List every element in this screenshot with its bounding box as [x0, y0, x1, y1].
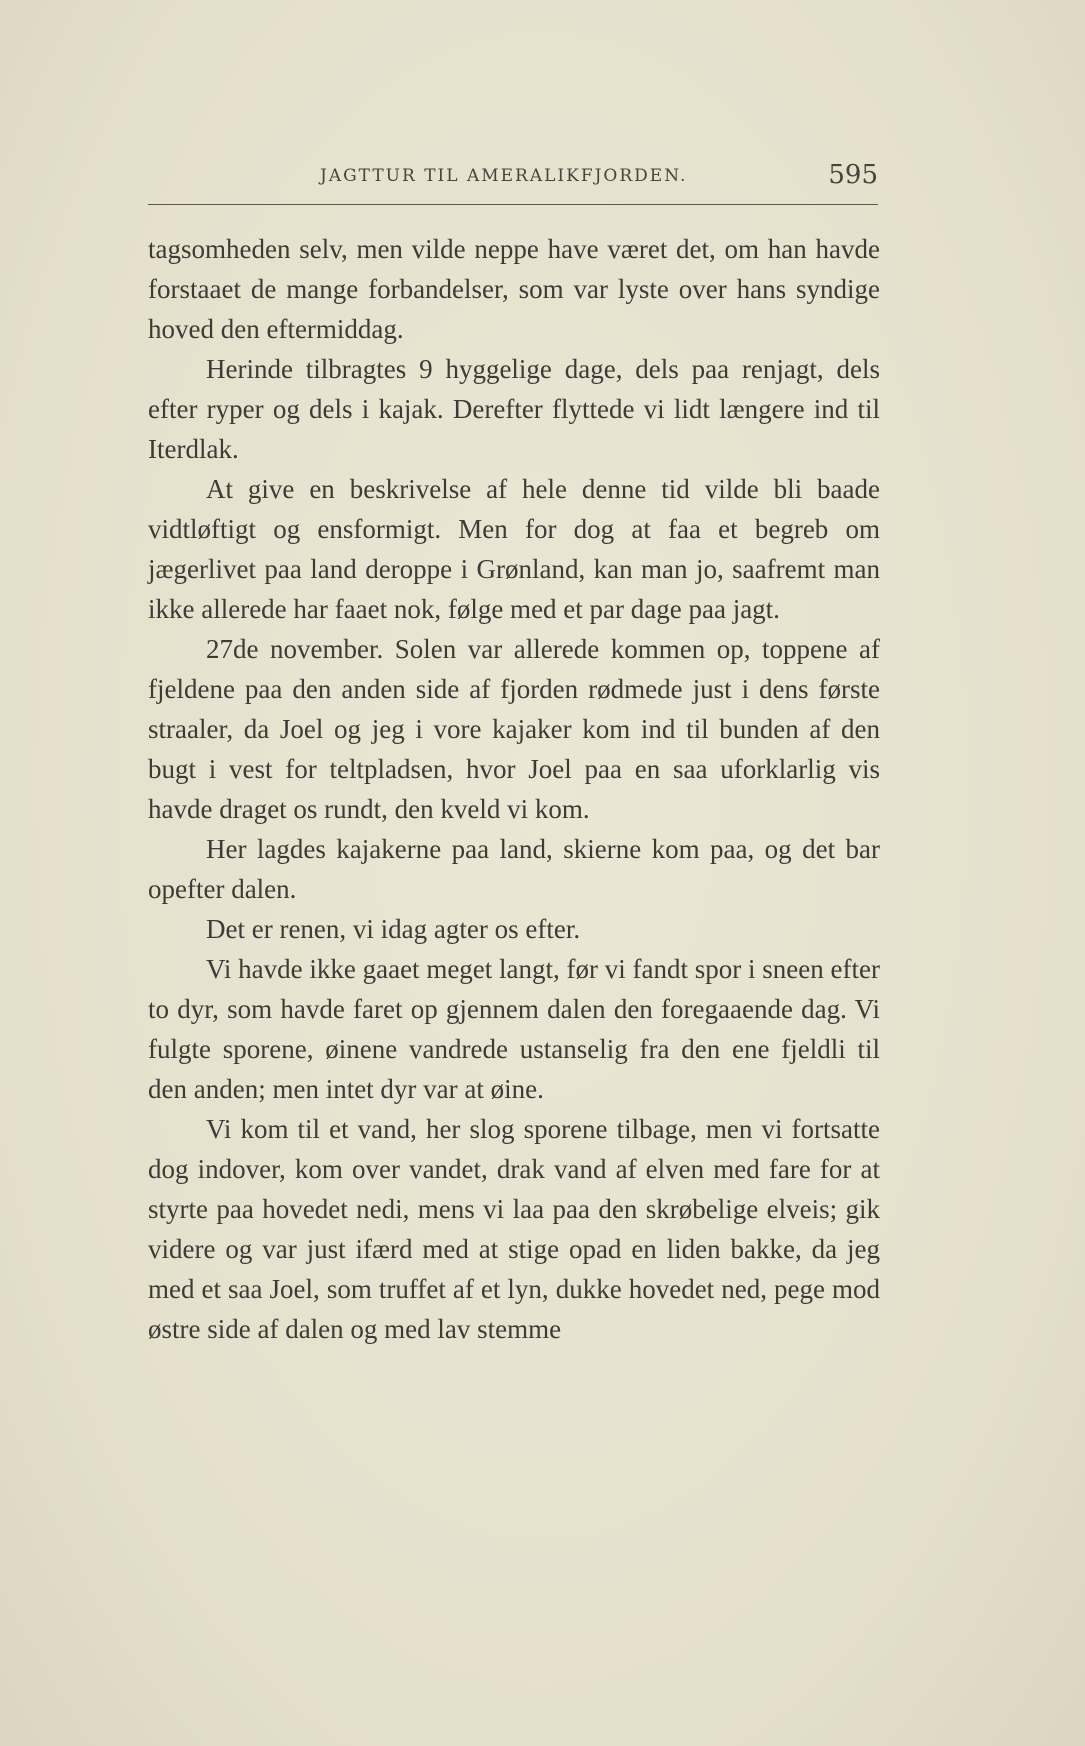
running-head [148, 160, 878, 205]
paragraph: Vi kom til et vand, her slog sporene tilbage, men vi fortsatte dog indover, kom over vandet, drak vand af elven med fare for at styrte paa hovedet nedi, mens vi laa paa den skrøbelige elveis; gik videre og var just ifærd med at stige opad en liden bakke, da jeg med et saa Joel, som truffet af et lyn, dukke hovedet ned, pege mod østre side af dalen og med lav stemme [148, 1114, 880, 1344]
paragraph: Det er renen, vi idag agter os efter. [206, 914, 581, 944]
paragraph: tagsomheden selv, men vilde neppe have været det, om han havde forstaaet de mange forbandelser, som var lyste over hans syndige hoved den eftermiddag. [148, 234, 880, 344]
page-number: 595 [828, 160, 878, 190]
running-head-title: JAGTTUR TIL AMERALIKFJORDEN. [320, 166, 688, 186]
paragraph: 27de november. Solen var allerede kommen op, toppene af fjeldene paa den anden side af fjorden rødmede just i dens første straaler, da Joel og jeg i vore kajaker kom ind til bunden af den bugt i vest for teltpladsen, hvor Joel paa en saa uforklarlig vis havde draget os rundt, den kveld vi kom. [148, 634, 880, 824]
paragraph: At give en beskrivelse af hele denne tid vilde bli baade vidtløftigt og ensformigt. Men for dog at faa et begreb om jægerlivet paa land deroppe i Grønland, kan man jo, saafremt man ikke allerede har faaet nok, følge med et par dage paa jagt. [148, 474, 880, 624]
body-text [148, 229, 880, 1349]
paragraph: Herinde tilbragtes 9 hyggelige dage, dels paa renjagt, dels efter ryper og dels i kajak. Derefter flyttede vi lidt længere ind til Iterdlak. [148, 354, 880, 464]
paragraph: Vi havde ikke gaaet meget langt, før vi fandt spor i sneen efter to dyr, som havde faret op gjennem dalen den foregaaende dag. Vi fulgte sporene, øinene vandrede ustanselig fra den ene fjeldli til den anden; men intet dyr var at øine. [148, 954, 880, 1104]
paragraph: Her lagdes kajakerne paa land, skierne kom paa, og det bar opefter dalen. [148, 834, 880, 904]
